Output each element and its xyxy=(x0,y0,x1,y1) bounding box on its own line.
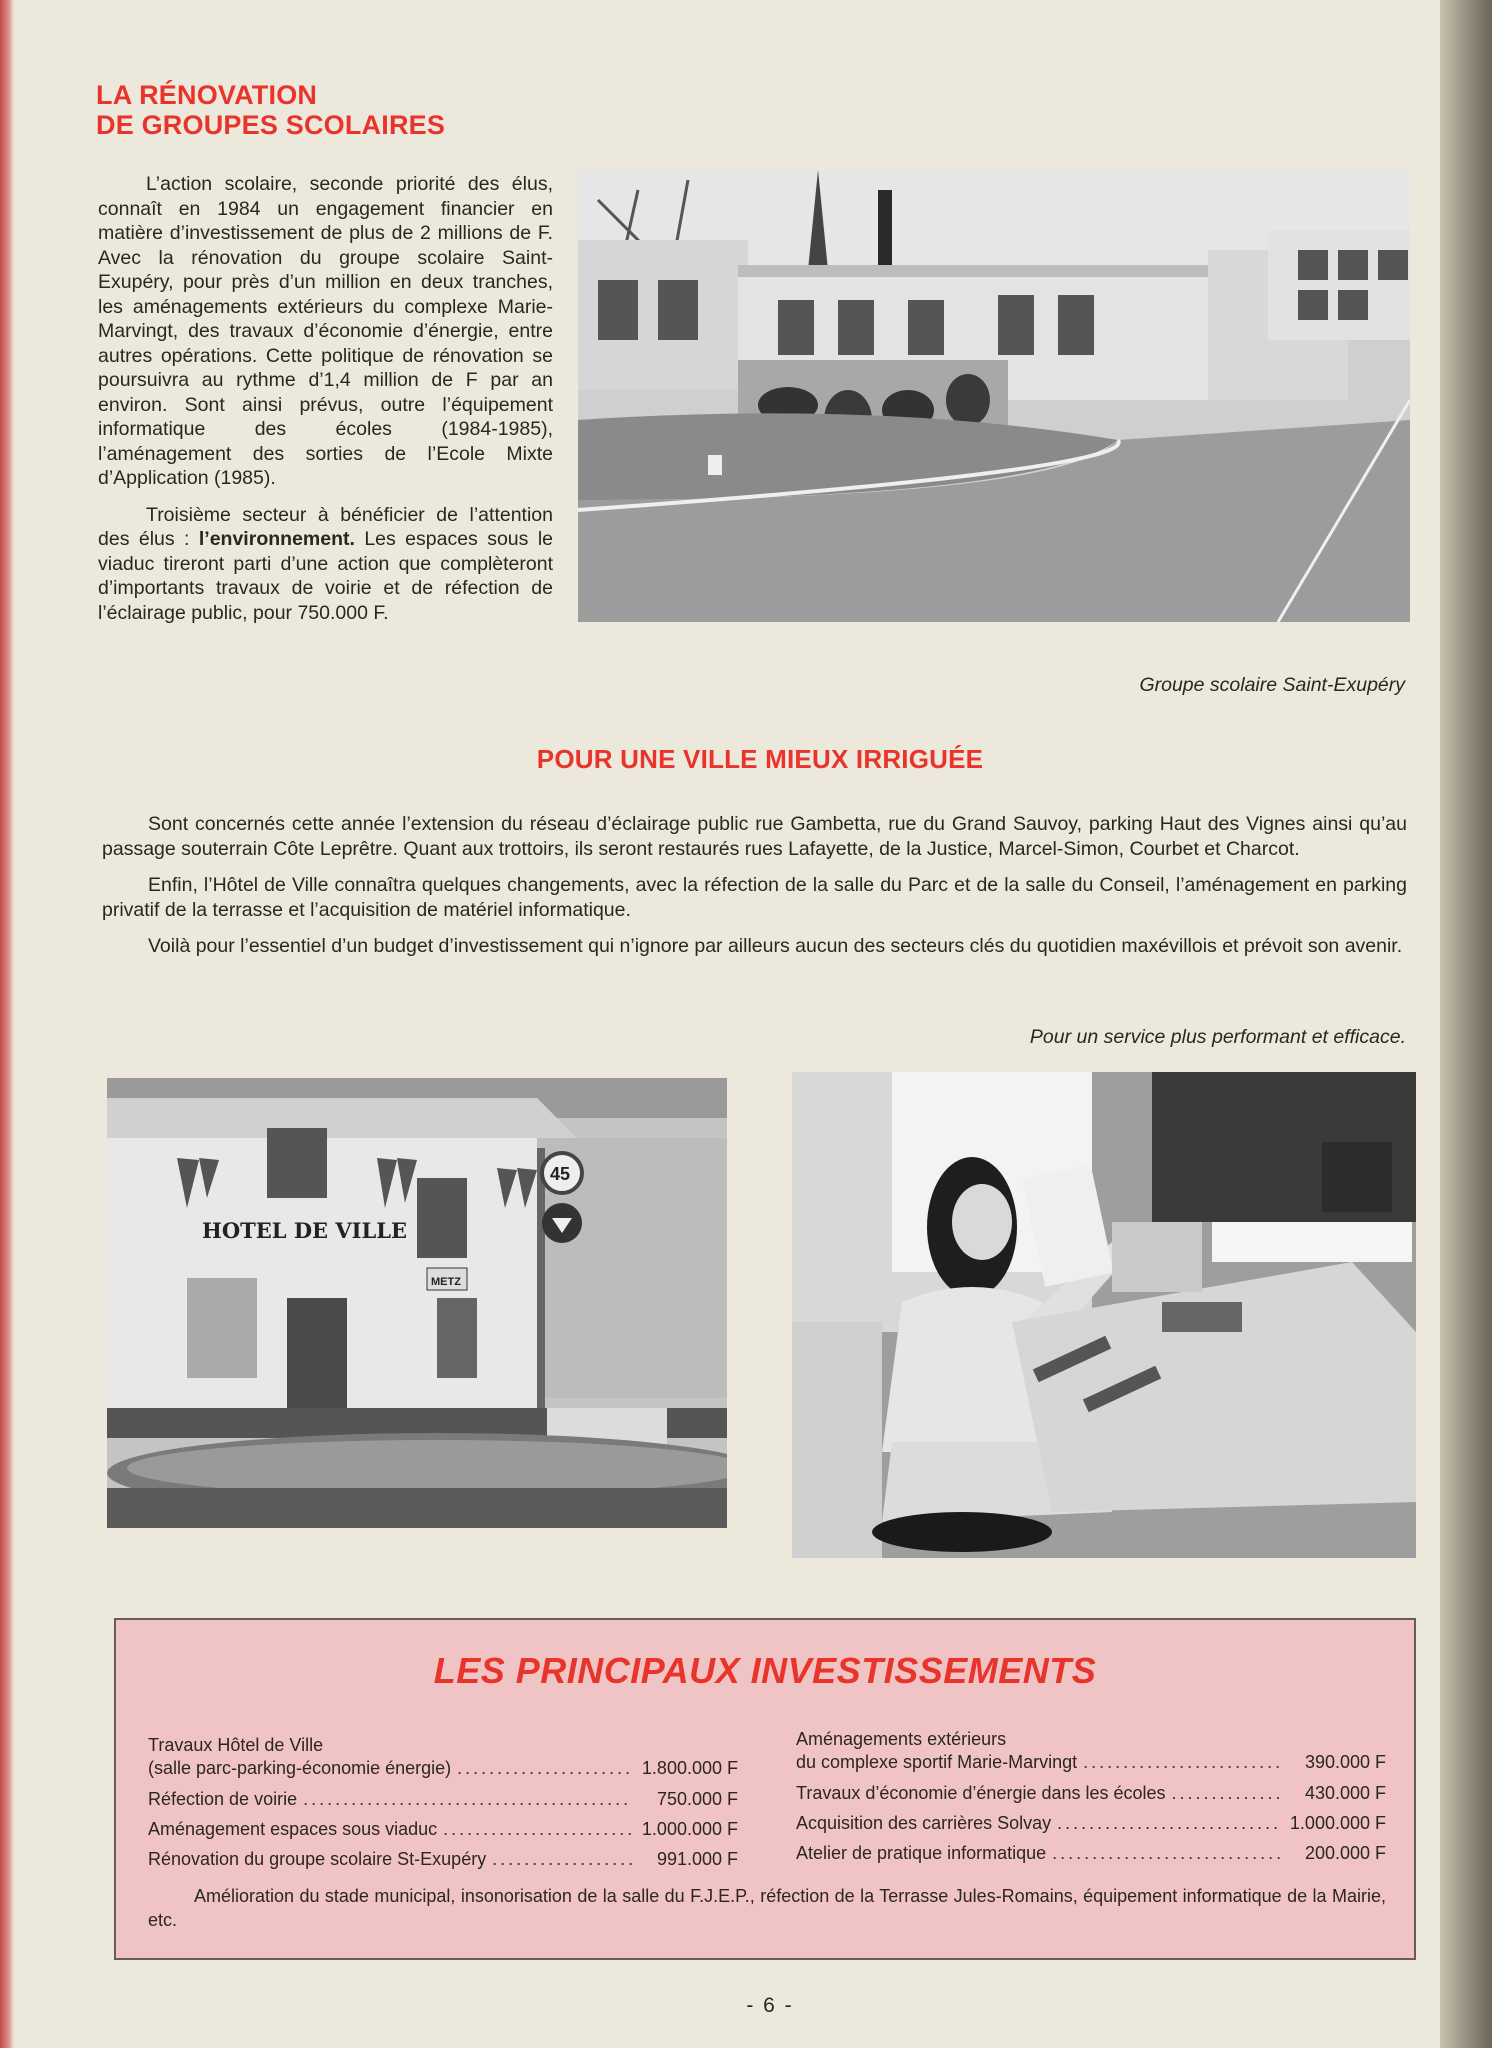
direction-sign: METZ xyxy=(431,1276,461,1288)
section-title-renovation xyxy=(96,80,556,140)
investment-item xyxy=(148,1844,738,1874)
leader-dots xyxy=(1052,1838,1280,1868)
investment-amount: 200.000 F xyxy=(1304,1843,1386,1863)
investments-title: LES PRINCIPAUX INVESTISSEMENTS xyxy=(433,1650,1097,1691)
leader-dots xyxy=(1057,1808,1280,1838)
irriguee-paragraph-2: Enfin, l’Hôtel de Ville connaîtra quelques changements, avec la réfection de la salle du Parc et de la salle du Conseil, l’aménagement en parking privatif de la terrasse et l’acquisition de matériel informatique. xyxy=(102,874,1407,921)
investment-label: Réfection de voirie xyxy=(148,1789,298,1809)
paragraph-emphasis: l’environnement. xyxy=(198,528,355,550)
investment-item xyxy=(148,1784,738,1814)
binding-edge xyxy=(1440,0,1492,2048)
investment-label-line: du complexe sportif Marie-Marvingt xyxy=(796,1752,1078,1772)
school-photo-caption: Groupe scolaire Saint-Exupéry xyxy=(1139,674,1405,696)
computer-photo-caption: Pour un service plus performant et efficace. xyxy=(1029,1026,1406,1048)
title-line-1: LA RÉNOVATION xyxy=(96,80,318,110)
section-title-irriguee: POUR UNE VILLE MIEUX IRRIGUÉE xyxy=(536,744,984,774)
investment-label: Acquisition des carrières Solvay xyxy=(796,1813,1052,1833)
investment-amount: 430.000 F xyxy=(1304,1783,1386,1803)
leader-dots xyxy=(303,1784,632,1814)
title-line-2: DE GROUPES SCOLAIRES xyxy=(96,110,446,140)
leader-dots xyxy=(492,1844,632,1874)
paragraph-text: Les espaces sous le viaduc tireront parti d’une action que complèteront d’importants travaux de voirie et de réfection de l’éclairage public, pour 750.000 F. xyxy=(98,528,553,624)
investments-box xyxy=(114,1618,1416,1960)
investment-amount: 1.000.000 F xyxy=(1289,1813,1386,1833)
investments-left-list xyxy=(148,1730,738,1874)
investment-label-line: Travaux Hôtel de Ville xyxy=(148,1735,324,1755)
renovation-paragraph-1: L’action scolaire, seconde priorité des élus, connaît en 1984 un engagement financier en matière d’investissement de plus de 2 millions de F. Avec la rénovation du groupe scolaire Saint-Exupéry, pour près d’un million en deux tranches, les aménagements extérieurs du complexe Marie-Marvingt, des travaux d’économie d’énergie, entre autres opérations. Cette politique de rénovation se poursuivra au rythme d’1,4 million de F par an environ. Sont ainsi prévus, outre l’équipement informatique des écoles (1984-1985), l’aménagement des sorties de l’Ecole Mixte d’Application (1985). xyxy=(98,173,553,489)
investment-item xyxy=(148,1730,738,1784)
irriguee-paragraph-3: Voilà pour l’essentiel d’un budget d’investissement qui n’ignore par ailleurs aucun des secteurs clés du quotidien maxévillois et prévoit son avenir. xyxy=(148,935,1403,957)
investment-label-line: (salle parc-parking-économie énergie) xyxy=(148,1758,452,1778)
investment-item xyxy=(796,1724,1386,1778)
investment-amount: 1.000.000 F xyxy=(641,1819,738,1839)
investment-label: Aménagement espaces sous viaduc xyxy=(148,1819,438,1839)
investment-item xyxy=(148,1814,738,1844)
irriguee-text xyxy=(102,812,1407,971)
investment-item xyxy=(796,1838,1386,1868)
irriguee-paragraph-1: Sont concernés cette année l’extension du réseau d’éclairage public rue Gambetta, rue du Grand Sauvoy, parking Haut des Vignes ainsi qu’au passage souterrain Côte Leprêtre. Quant aux trottoirs, ils seront restaurés rues Lafayette, de la Justice, Marcel-Simon, Courbet et Charcot. xyxy=(102,813,1407,860)
computer-photo xyxy=(792,1072,1416,1558)
town-hall-photo xyxy=(107,1078,727,1528)
speed-limit-sign: 45 xyxy=(550,1164,571,1184)
leader-dots xyxy=(443,1814,632,1844)
town-hall-sign: HOTEL DE VILLE xyxy=(202,1218,408,1243)
paragraph-text: Troisième secteur à bénéficier de l’attention des élus : xyxy=(98,503,553,550)
investment-amount: 390.000 F xyxy=(1304,1752,1386,1772)
renovation-text xyxy=(98,172,553,637)
investments-footer: Amélioration du stade municipal, insonorisation de la salle du F.J.E.P., réfection de la Terrasse Jules-Romains, équipement informatique de la Mairie, etc. xyxy=(148,1886,1386,1930)
school-photo xyxy=(578,170,1410,622)
investment-amount: 750.000 F xyxy=(656,1789,738,1809)
investment-label: Rénovation du groupe scolaire St-Exupéry xyxy=(148,1849,487,1869)
investment-label xyxy=(148,1734,451,1780)
investment-label xyxy=(796,1728,1077,1774)
page-number: - 6 - xyxy=(746,1994,794,2017)
investment-item xyxy=(796,1808,1386,1838)
investment-label: Atelier de pratique informatique xyxy=(796,1843,1047,1863)
investment-amount: 1.800.000 F xyxy=(641,1758,738,1778)
investment-item xyxy=(796,1778,1386,1808)
investment-amount: 991.000 F xyxy=(656,1849,738,1869)
leader-dots xyxy=(457,1757,632,1780)
renovation-paragraph-2 xyxy=(98,503,553,626)
leader-dots xyxy=(1172,1778,1280,1808)
leader-dots xyxy=(1083,1751,1280,1774)
page-edge xyxy=(0,0,14,2048)
investment-label-line: Aménagements extérieurs xyxy=(796,1729,1007,1749)
investments-right-list xyxy=(796,1724,1386,1868)
investment-label: Travaux d’économie d’énergie dans les écoles xyxy=(796,1783,1166,1803)
